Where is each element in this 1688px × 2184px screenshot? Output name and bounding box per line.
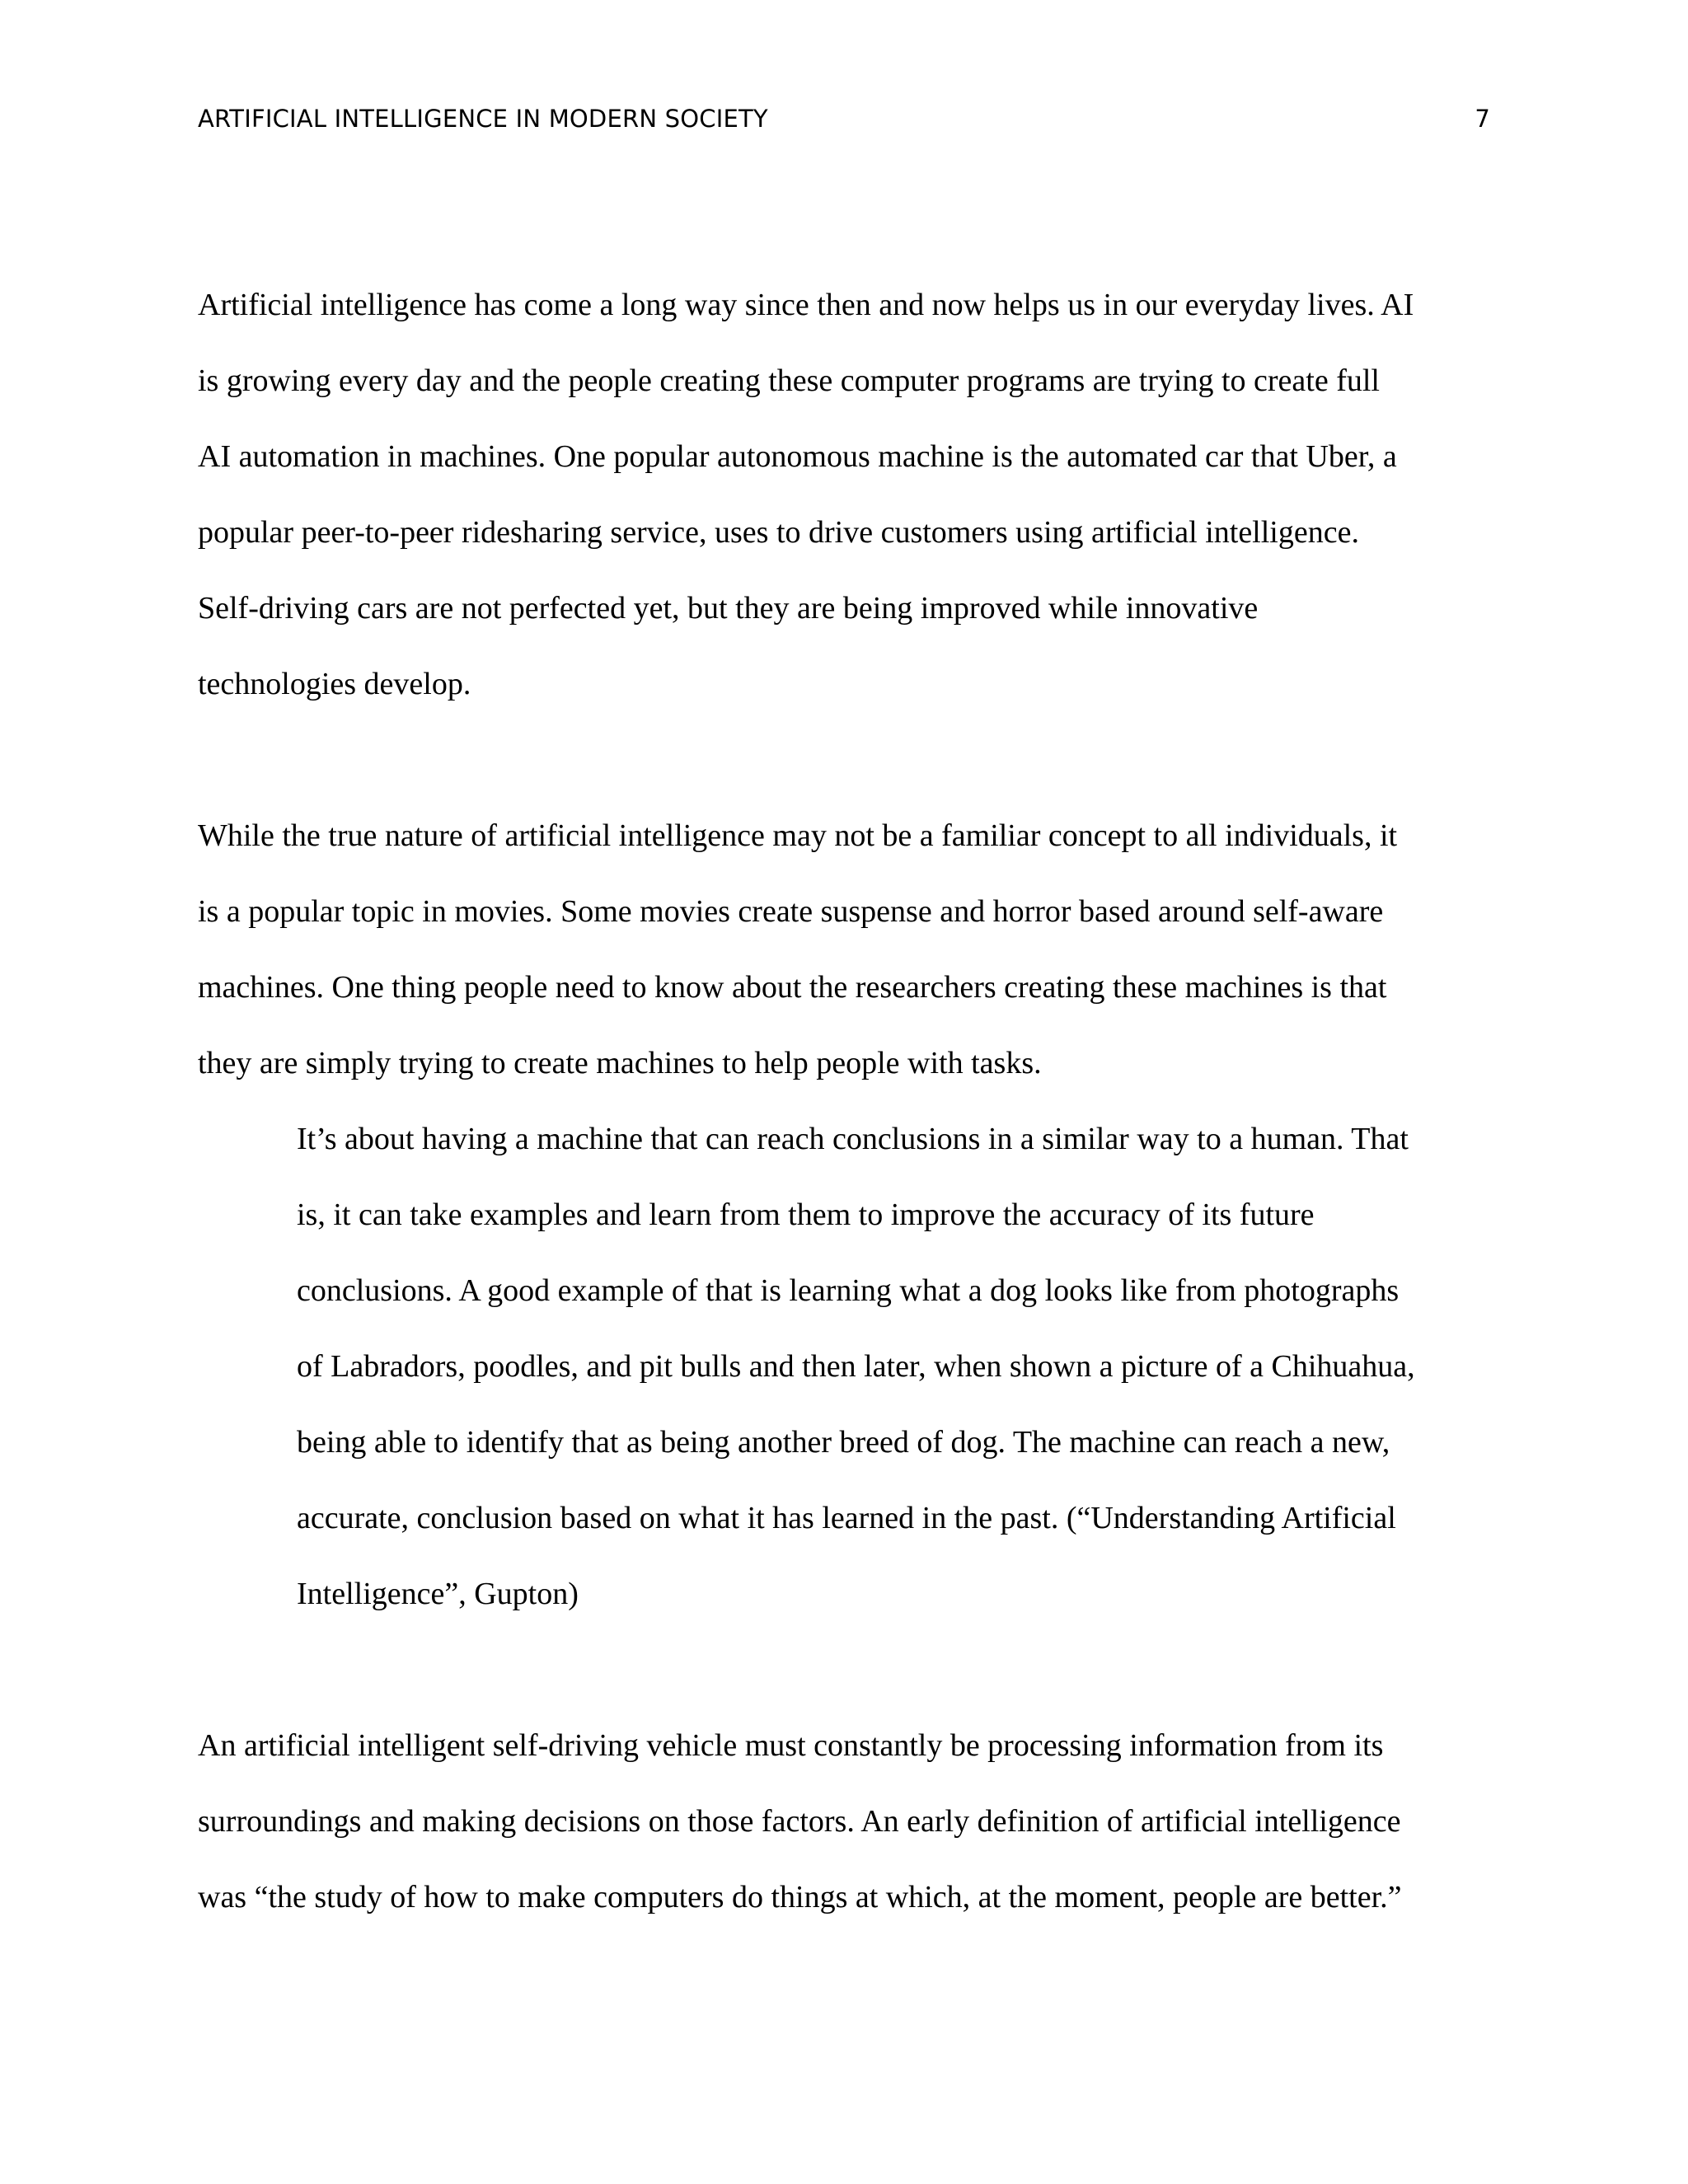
text-line: Artificial intelligence has come a long way since then and now helps us in our everyday lives. AI [198,288,1414,322]
text-line: being able to identify that as being another breed of dog. The machine can reach a new, [297,1425,1390,1460]
text-line: It’s about having a machine that can reach conclusions in a similar way to a human. That [297,1122,1409,1156]
text-line: An artificial intelligent self-driving vehicle must constantly be processing information from its [198,1728,1384,1763]
text-line: machines. One thing people need to know about the researchers creating these machines is that [198,970,1387,1005]
text-line: they are simply trying to create machines to help people with tasks. [198,1046,1042,1080]
running-title: ARTIFICIAL INTELLIGENCE IN MODERN SOCIETY [198,105,768,133]
text-line: While the true nature of artificial intelligence may not be a familiar concept to all individuals, it [198,818,1398,853]
running-head [198,101,1490,137]
text-line: conclusions. A good example of that is learning what a dog looks like from photographs [297,1273,1400,1308]
text-line: popular peer-to-peer ridesharing service, uses to drive customers using artificial intelligence. [198,515,1359,550]
paragraph-4 [198,1708,1490,1935]
text-line: Self-driving cars are not perfected yet, but they are being improved while innovative [198,591,1259,626]
text-line: is, it can take examples and learn from them to improve the accuracy of its future [297,1197,1315,1232]
text-line: surroundings and making decisions on those factors. An early definition of artificial intelligence [198,1804,1401,1839]
block-quote [297,1101,1490,1632]
text-line: of Labradors, poodles, and pit bulls and then later, when shown a picture of a Chihuahua, [297,1349,1415,1384]
text-line: was “the study of how to make computers do things at which, at the moment, people are better.” [198,1880,1402,1915]
text-line: accurate, conclusion based on what it has learned in the past. (“Understanding Artificial [297,1501,1396,1535]
paragraph-1 [198,267,1490,722]
text-line: Intelligence”, Gupton) [297,1577,579,1611]
paragraph-2 [198,798,1490,1101]
text-line: is a popular topic in movies. Some movies create suspense and horror based around self-aware [198,894,1384,929]
text-line: AI automation in machines. One popular autonomous machine is the automated car that Uber, a [198,439,1397,474]
text-line: technologies develop. [198,667,471,701]
page-number: 7 [1475,105,1490,133]
text-line: is growing every day and the people creating these computer programs are trying to create full [198,363,1380,398]
body-text [198,267,1490,1935]
